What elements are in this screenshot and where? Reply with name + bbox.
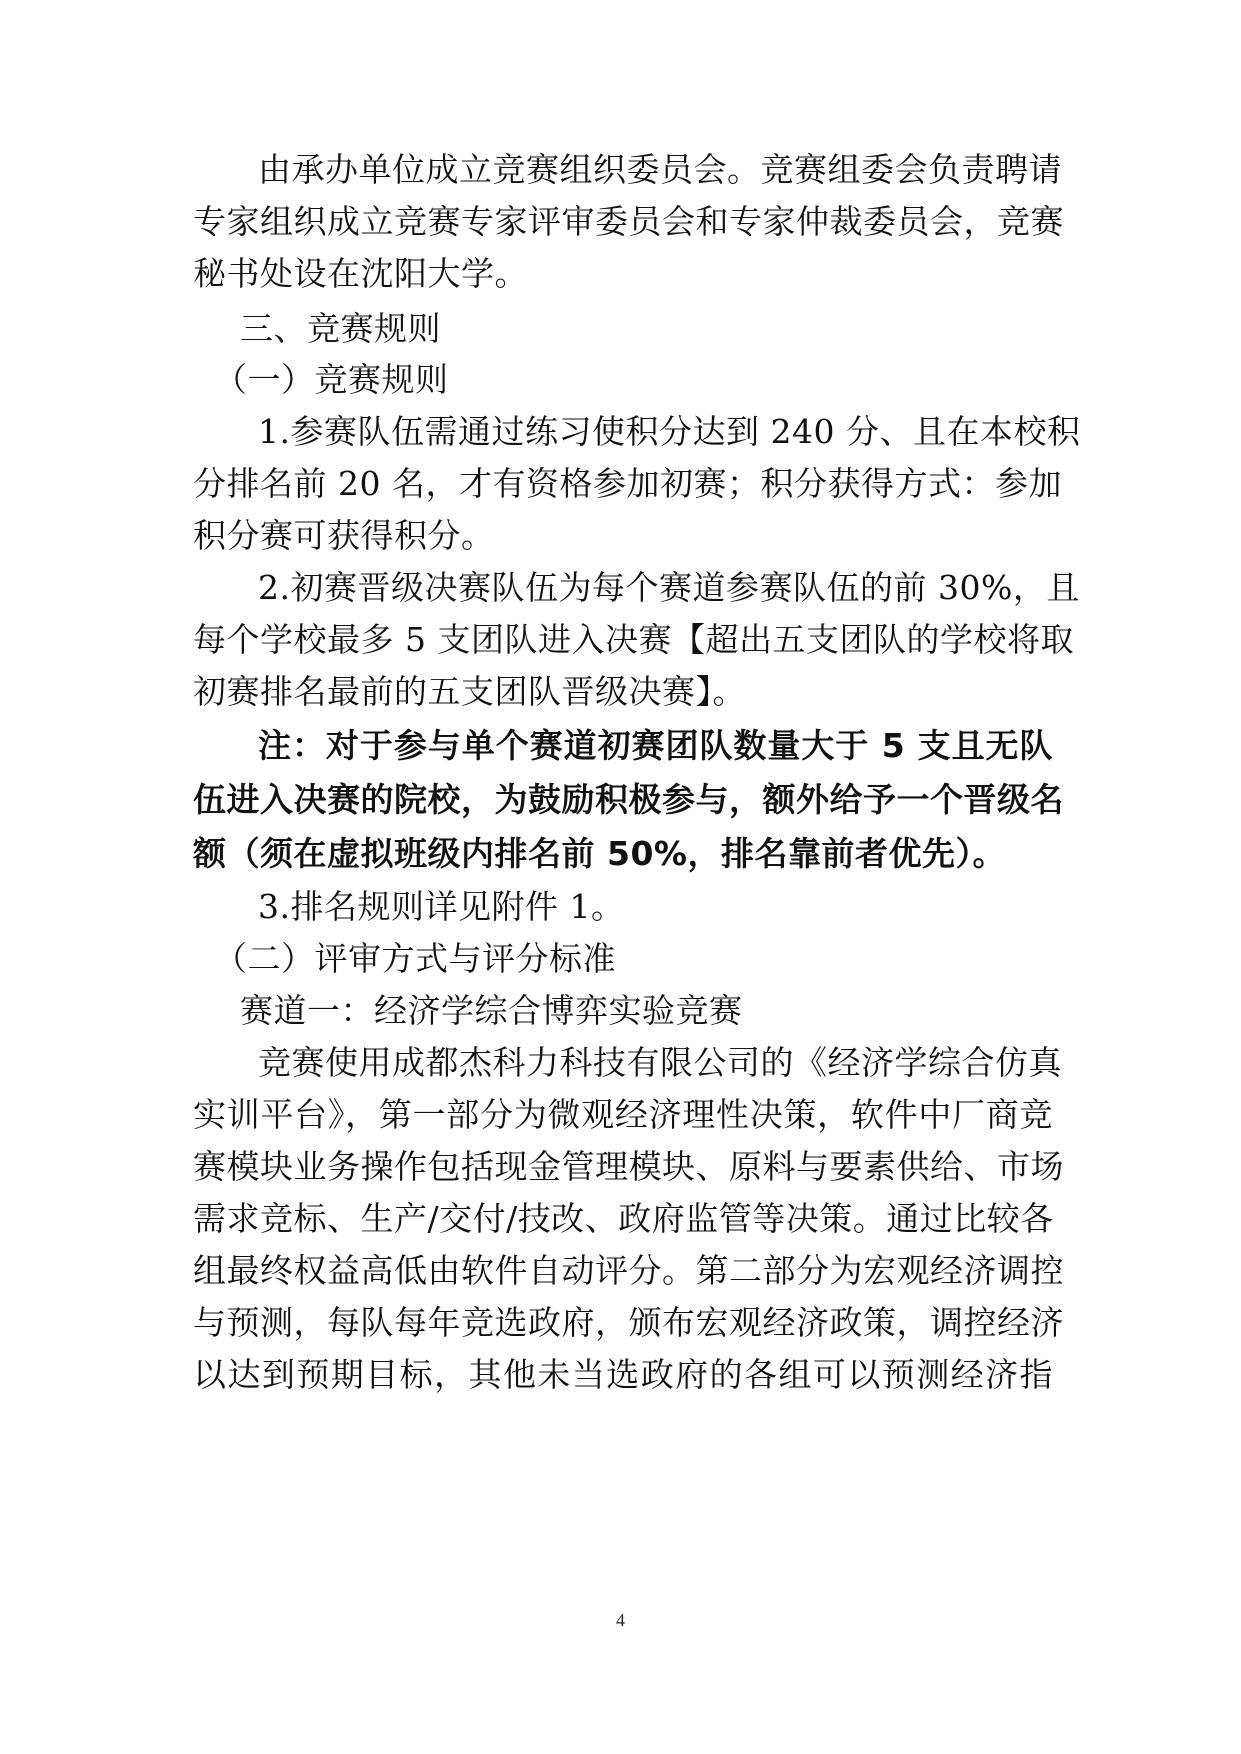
- note-line: 伍进入决赛的院校，为鼓励积极参与，额外给予一个晋级名: [193, 780, 1064, 819]
- rule-line: 1.参赛队伍需通过练习使积分达到 240 分、且在本校积: [258, 412, 1081, 451]
- rule-line: 分排名前 20 名，才有资格参加初赛；积分获得方式：参加: [193, 464, 1062, 503]
- paragraph-line: 由承办单位成立竞赛组织委员会。竞赛组委会负责聘请: [258, 150, 1062, 189]
- subsection-heading: （二）评审方式与评分标准: [214, 939, 616, 978]
- track-heading: 赛道一：经济学综合博弈实验竞赛: [240, 991, 743, 1030]
- paragraph-line: 秘书处设在沈阳大学。: [193, 254, 528, 293]
- paragraph-line: 组最终权益高低由软件自动评分。第二部分为宏观经济调控: [193, 1251, 1064, 1290]
- section-heading: 三、竞赛规则: [240, 309, 441, 348]
- rule-line: 每个学校最多 5 支团队进入决赛【超出五支团队的学校将取: [193, 620, 1074, 659]
- subsection-heading: （一）竞赛规则: [214, 360, 449, 399]
- rule-line: 2.初赛晋级决赛队伍为每个赛道参赛队伍的前 30%，且: [258, 568, 1080, 607]
- paragraph-line: 实训平台》，第一部分为微观经济理性决策，软件中厂商竞: [193, 1095, 1053, 1134]
- paragraph-line: 以达到预期目标，其他未当选政府的各组可以预测经济指: [193, 1355, 1053, 1394]
- paragraph-line: 与预测，每队每年竞选政府，颁布宏观经济政策，调控经济: [193, 1303, 1064, 1342]
- note-line: 额（须在虚拟班级内排名前 50%，排名靠前者优先）。: [193, 834, 1006, 873]
- rule-line: 初赛排名最前的五支团队晋级决赛】。: [193, 672, 746, 711]
- paragraph-line: 竞赛使用成都杰科力科技有限公司的《经济学综合仿真: [258, 1043, 1062, 1082]
- rule-line: 3.排名规则详见附件 1。: [258, 887, 625, 926]
- paragraph-line: 专家组织成立竞赛专家评审委员会和专家仲裁委员会，竞赛: [193, 202, 1064, 241]
- note-line: 注：对于参与单个赛道初赛团队数量大于 5 支且无队: [258, 726, 1053, 765]
- paragraph-line: 赛模块业务操作包括现金管理模块、原料与要素供给、市场: [193, 1147, 1064, 1186]
- paragraph-line: 需求竞标、生产/交付/技改、政府监管等决策。通过比较各: [193, 1199, 1054, 1238]
- page-number: 4: [616, 1610, 625, 1630]
- rule-line: 积分赛可获得积分。: [193, 516, 495, 555]
